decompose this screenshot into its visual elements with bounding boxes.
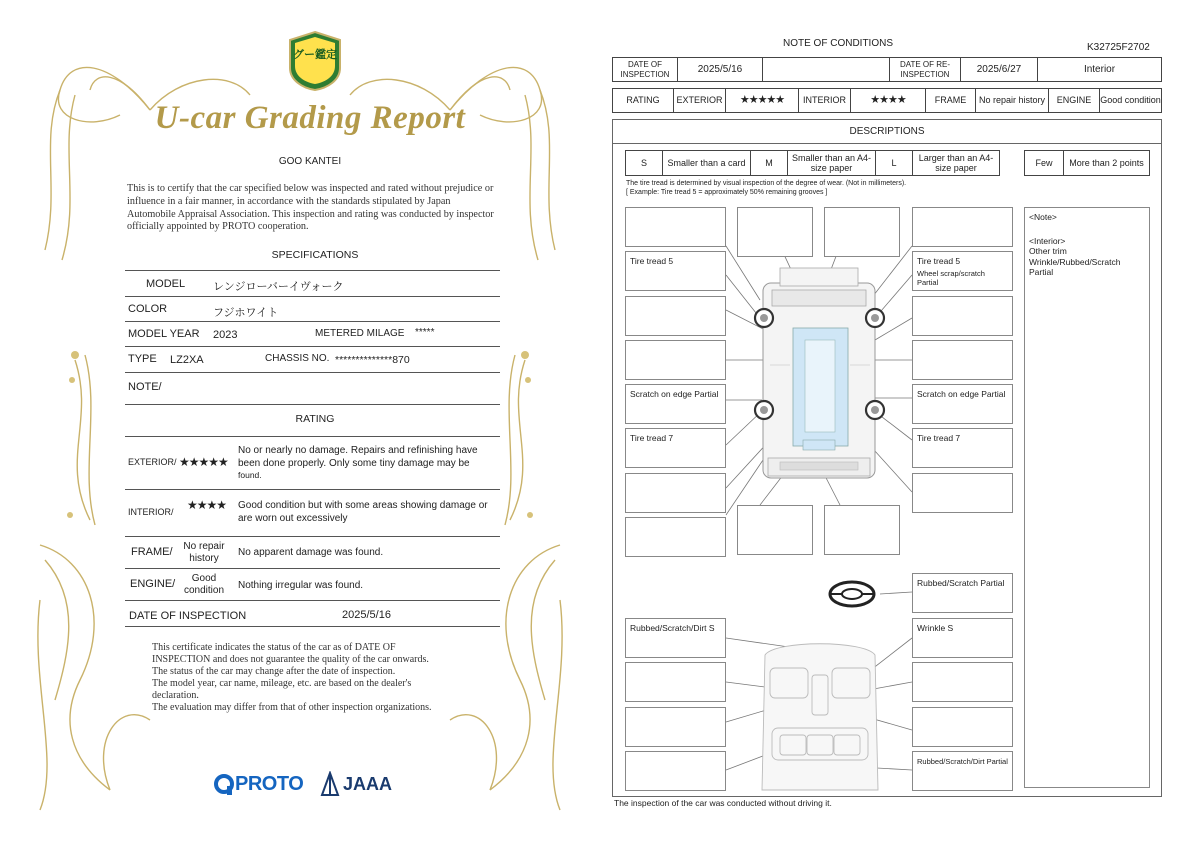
frame-label: FRAME: [925, 88, 976, 113]
condition-box: [912, 707, 1013, 747]
condition-box-tire-rl: [625, 428, 726, 468]
condition-box: [737, 505, 813, 555]
note-section: <Interior>: [1029, 236, 1066, 247]
divider: [125, 568, 500, 569]
divider: [125, 489, 500, 490]
disclaimer-line: INSPECTION and does not guarantee the quality of the car onwards.: [152, 654, 429, 665]
type-label: TYPE: [128, 353, 157, 365]
legend-desc-s: Smaller than a card: [662, 150, 751, 176]
mileage-value: *****: [415, 327, 435, 338]
condition-text: Tire tread 5: [630, 256, 674, 266]
reinspection-date-label: DATE OF RE-INSPECTION: [889, 57, 961, 82]
tire-note-example: [ Example: Tire tread 5 = approximately 50% remaining grooves ]: [626, 189, 828, 196]
condition-box: [625, 707, 726, 747]
reinspection-date-value: 2025/6/27: [960, 57, 1038, 82]
report-id: K32725F2702: [1087, 42, 1150, 53]
inspection-date-label: DATE OF INSPECTION: [612, 57, 678, 82]
condition-box: [912, 340, 1013, 380]
legend-key-m: M: [750, 150, 788, 176]
rating-label: RATING: [612, 88, 674, 113]
condition-text: Rubbed/Scratch/Dirt Partial: [917, 757, 1008, 766]
steering-wheel-icon: [830, 582, 874, 606]
exterior-stars: ★★★★★: [179, 455, 228, 469]
color-value: フジホワイト: [213, 307, 279, 319]
descriptions-heading: DESCRIPTIONS: [612, 119, 1162, 144]
type-value: LZ2XA: [170, 354, 204, 366]
exterior-stars: ★★★★★: [725, 88, 799, 113]
condition-text: Scratch on edge Partial: [917, 389, 1006, 399]
condition-box: [737, 207, 813, 257]
car-top-view-icon: [763, 268, 875, 478]
legend-desc-m: Smaller than an A4-size paper: [787, 150, 876, 176]
inspection-date-label: DATE OF INSPECTION: [129, 610, 247, 622]
disclaimer-line: declaration.: [152, 690, 199, 701]
condition-box: [625, 517, 726, 557]
rating-heading: RATING: [295, 413, 335, 425]
legend-key-s: S: [625, 150, 663, 176]
certificate-title: U-car Grading Report: [154, 100, 466, 136]
badge-text: グー鑑定: [293, 49, 337, 61]
divider: [125, 600, 500, 601]
jaaa-mark-icon: [320, 771, 340, 797]
engine-description: Nothing irregular was found.: [238, 580, 364, 591]
divider: [125, 346, 500, 347]
interior-tag: Interior: [1037, 57, 1162, 82]
condition-box-rear-seat: [912, 751, 1013, 791]
legend-desc-l: Larger than an A4-size paper: [912, 150, 1000, 176]
divider: [125, 404, 500, 405]
condition-box-interior-r: [912, 618, 1013, 658]
condition-box: [625, 751, 726, 791]
engine-label: ENGINE/: [130, 578, 176, 590]
disclaimer: [152, 642, 482, 714]
model-value: レンジローバーイヴォーク: [213, 281, 344, 293]
proto-mark-icon: [213, 772, 235, 796]
condition-box: [824, 505, 900, 555]
condition-box: [625, 662, 726, 702]
model-label: MODEL: [146, 278, 186, 290]
divider: [125, 626, 500, 627]
note-line: Other trim: [1029, 246, 1067, 257]
note-of-conditions: [600, 0, 1200, 848]
interior-label: INTERIOR/: [128, 507, 174, 517]
condition-box-steering: [912, 573, 1013, 613]
disclaimer-line: The evaluation may differ from that of other inspection organizations.: [152, 702, 432, 713]
frame-label: FRAME/: [131, 546, 173, 558]
interior-stars: ★★★★: [187, 498, 227, 512]
condition-box: [625, 340, 726, 380]
chassis-value: **************870: [335, 354, 410, 366]
condition-text: Tire tread 5: [917, 256, 961, 266]
certificate-subtitle: GOO KANTEI: [278, 156, 342, 167]
engine-label: ENGINE: [1048, 88, 1100, 113]
proto-logo: [213, 770, 323, 798]
condition-text: Rubbed/Scratch/Dirt S: [630, 623, 715, 633]
condition-box: [625, 473, 726, 513]
condition-text: Wheel scrap/scratch Partial: [917, 269, 985, 288]
legend-key-few: Few: [1024, 150, 1064, 176]
inspection-date-value: 2025/5/16: [342, 609, 391, 621]
engine-value: Good condition: [1099, 88, 1162, 113]
legend-key-l: L: [875, 150, 913, 176]
note-label: NOTE/: [128, 381, 162, 393]
chassis-label: CHASSIS NO.: [265, 353, 330, 364]
condition-box: [912, 662, 1013, 702]
frame-value: No repair history: [183, 541, 225, 564]
specifications-heading: SPECIFICATIONS: [271, 249, 359, 261]
frame-description: No apparent damage was found.: [238, 547, 384, 558]
interior-label: INTERIOR: [798, 88, 851, 113]
tire-note: The tire tread is determined by visual inspection of the degree of wear. (Not in millimeters).: [626, 180, 907, 187]
condition-box-edge-r: [912, 384, 1013, 424]
condition-box: [625, 207, 726, 247]
condition-text: Tire tread 7: [630, 433, 674, 443]
condition-box-edge-l: [625, 384, 726, 424]
note-line: Wrinkle/Rubbed/Scratch Partial: [1029, 256, 1121, 277]
divider: [125, 536, 500, 537]
divider: [125, 321, 500, 322]
inspection-date-value: 2025/5/16: [677, 57, 763, 82]
color-label: COLOR: [128, 303, 168, 315]
divider: [125, 270, 500, 271]
condition-text: Scratch on edge Partial: [630, 389, 719, 399]
interior-description: Good condition but with some areas showing damage or are worn out excessively: [238, 500, 488, 524]
divider: [125, 372, 500, 373]
condition-box: [824, 207, 900, 257]
mileage-label: METERED MILAGE: [315, 328, 405, 339]
condition-box: [912, 473, 1013, 513]
condition-box: [912, 296, 1013, 336]
conditions-title: NOTE OF CONDITIONS: [783, 38, 893, 49]
condition-box: [625, 296, 726, 336]
jaaa-logo-text: JAAA: [343, 773, 393, 794]
condition-box-tire-fl: [625, 251, 726, 291]
exterior-label: EXTERIOR: [673, 88, 726, 113]
condition-box-interior-l: [625, 618, 726, 658]
model-year-label: MODEL YEAR: [128, 328, 200, 340]
condition-text: Rubbed/Scratch Partial: [917, 578, 1005, 588]
condition-box-tire-rr: [912, 428, 1013, 468]
jaaa-logo: [320, 770, 400, 798]
divider: [125, 296, 500, 297]
legend-desc-few: More than 2 points: [1063, 150, 1150, 176]
exterior-description: No or nearly no damage. Repairs and refinishing have been done properly. Only some tiny damage may be: [238, 445, 478, 469]
condition-text: Wrinkle S: [917, 623, 954, 633]
certificate-intro: This is to certify that the car specified below was inspected and rated without prejudice or influence in a fair manner, in accordance with the standards stipulated by Japan Automobile Appraisal Association. This inspection and rating was conducted by inspector officially appointed by PROTO cooperation.: [127, 183, 494, 233]
disclaimer-line: The status of the car may change after the date of inspection.: [152, 666, 396, 677]
goo-kantei-badge: [286, 30, 344, 92]
disclaimer-line: The model year, car name, mileage, etc. are based on the dealer's: [152, 678, 412, 689]
condition-text: Tire tread 7: [917, 433, 961, 443]
interior-stars: ★★★★: [850, 88, 926, 113]
engine-value: Good condition: [183, 573, 225, 596]
car-interior-icon: [762, 644, 878, 790]
condition-box: [912, 207, 1013, 247]
frame-value: No repair history: [975, 88, 1049, 113]
condition-box-tire-fr: [912, 251, 1013, 291]
inspection-footer: The inspection of the car was conducted without driving it.: [614, 798, 832, 808]
disclaimer-line: This certificate indicates the status of the car as of DATE OF: [152, 642, 396, 653]
exterior-description-cont: found.: [238, 470, 262, 480]
proto-logo-text: PROTO: [235, 772, 304, 795]
note-heading: <Note>: [1029, 212, 1057, 222]
divider: [125, 436, 500, 437]
exterior-label: EXTERIOR/: [128, 457, 177, 467]
model-year-value: 2023: [213, 329, 238, 341]
